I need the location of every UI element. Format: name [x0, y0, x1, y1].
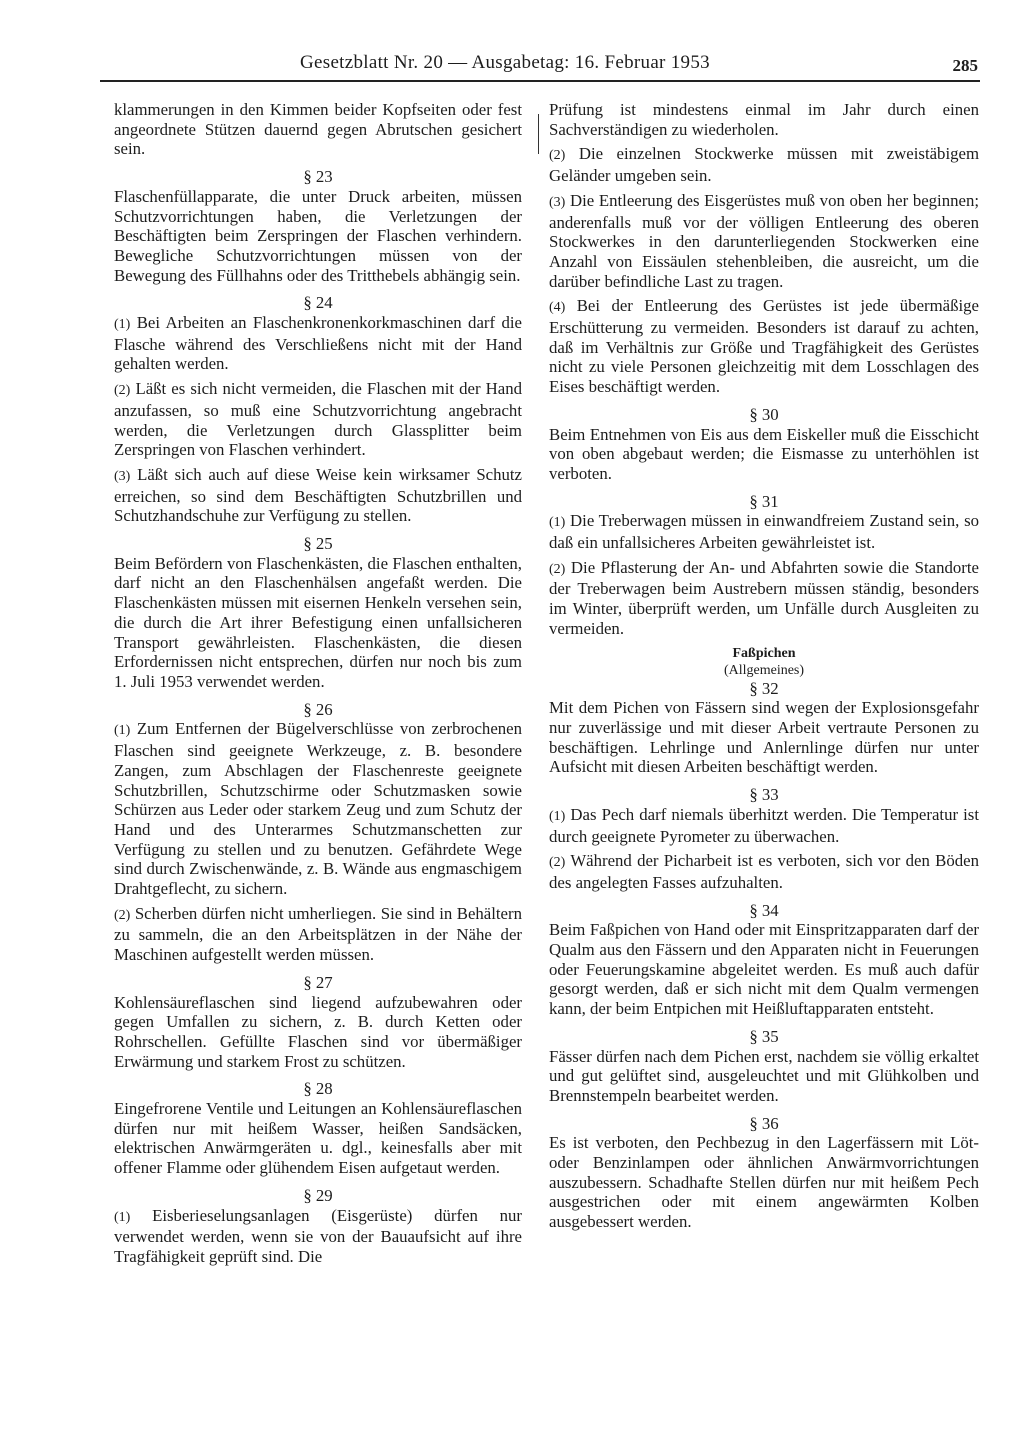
section-29-para-1 [114, 1206, 522, 1267]
page-header [100, 50, 980, 82]
section-28-text: Eingefrorene Ventile und Leitungen an Kohlensäureflaschen dürfen nur mit heißem Wasser, heißen Sandsäcken, elektrischen Anwärmgeräten u. dgl., keinesfalls aber mit offener Flamme oder glühendem Eisen aufgetaut werden. [114, 1099, 522, 1178]
para-number: (3) [549, 194, 566, 210]
para-text: Bei Arbeiten an Flaschenkronenkorkmaschinen darf die Flasche während des Verschließens nicht mit der Hand gehalten werden. [114, 313, 522, 374]
section-heading-32: § 32 [749, 678, 779, 698]
para-number: (2) [549, 855, 566, 871]
section-25-text: Beim Befördern von Flaschenkästen, die Flaschen enthalten, darf nicht an den Flaschenhälsen angefaßt werden. Die Flaschenkästen müssen mit eisernen Henkeln versehen sein, die durch die Art ihrer Befestigung einen unfallsicheren Transport gewährleisten. Flaschenkästen, die diesen Erfordernissen nicht entsprechen, dürfen nur noch bis zum 1. Juli 1953 verwendet werden. [114, 553, 522, 691]
section-34-text: Beim Faßpichen von Hand oder mit Einspritzapparaten darf der Qualm aus den Fässern und den Apparaten nicht in Feuerungen oder Feuerungskamine abgeleitet werden. Es muß auch dafür gesorgt werden, daß er sich nicht mit dem Qualm vermengen kann, der beim Entpichen mit Heißluftapparaten entsteht. [549, 920, 979, 1019]
section-heading-28: § 28 [303, 1079, 333, 1099]
section-heading-26: § 26 [303, 699, 333, 719]
para-number: (1) [114, 317, 131, 333]
para-text: Die Pflasterung der An- und Abfahrten sowie die Standorte der Treberwagen beim Austrebern müssen ständig, besonders im Winter, überprüft werden, um Unfälle durch Ausgleiten zu vermeiden. [549, 557, 979, 638]
para-text: Läßt sich auch auf diese Weise kein wirksamer Schutz erreichen, so sind dem Beschäftigten Schutzbrillen und Schutzhandschuhe zur Verfügung zu stellen. [114, 464, 523, 526]
section-36-text: Es ist verboten, den Pechbezug in den Lagerfässern mit Löt- oder Benzinlampen oder ähnlichen Anwärmvorrichtungen auszubessern. Schadhafte Stellen dürfen nur mit heißem Pech ausgestrichen oder mit einem angewärmten Kolben ausgebessert werden. [549, 1133, 979, 1232]
continued-paragraph: klammerungen in den Kimmen beider Kopfseiten oder fest angeordnete Stützen dauernd gegen Abrutschen gesichert sein. [114, 100, 522, 159]
section-35-text: Fässer dürfen nach dem Pichen erst, nachdem sie völlig erkaltet und gut gelüftet sind, ausgeleuchtet und mit Glühkolben und Brennstempeln bearbeitet werden. [549, 1046, 979, 1105]
section-24-para-3 [114, 465, 522, 526]
para-number: (2) [114, 907, 131, 923]
subsection-subtitle: (Allgemeines) [723, 662, 805, 678]
section-heading-23: § 23 [303, 167, 333, 187]
section-31-para-2 [549, 558, 979, 639]
section-heading-35: § 35 [749, 1026, 779, 1046]
section-24-para-2 [114, 379, 522, 460]
section-26-para-1 [114, 719, 522, 898]
section-29-para-4 [549, 296, 979, 397]
para-text: Die Entleerung des Eisgerüstes muß von oben her beginnen; anderenfalls muß vor der völligen Entleerung des oberen Stockwerkes in den darunterliegenden Stockwerken eine Anzahl von Eissäulen stehenbleiben, die ausreicht, um die darüber befindliche Last zu tragen. [549, 190, 979, 291]
continued-paragraph: Prüfung ist mindestens einmal im Jahr durch einen Sachverständigen zu wiederholen. [549, 100, 979, 139]
para-number: (1) [549, 515, 566, 531]
para-number: (3) [114, 468, 131, 484]
para-number: (2) [549, 561, 566, 577]
section-33-para-2 [549, 851, 979, 892]
section-32-text: Mit dem Pichen von Fässern sind wegen der Explosionsgefahr nur zuverlässige und mit dieser Arbeit vertraute Personen zu beschäftigen. Lehrlinge und Anlernlinge dürfen nur unter Aufsicht mit diesen Arbeiten beschäftigt werden. [549, 698, 979, 777]
section-30-text: Beim Entnehmen von Eis aus dem Eiskeller muß die Eisschicht von oben abgebaut werden; die Eismasse zu unterhöhlen ist verboten. [549, 424, 979, 483]
section-27-text: Kohlensäureflaschen sind liegend aufzubewahren oder gegen Umfallen zu sichern, z. B. durch Ketten oder Rohrschellen. Gefüllte Flaschen sind vor übermäßiger Erwärmung und starkem Frost zu schützen. [114, 992, 522, 1071]
section-heading-36: § 36 [749, 1113, 779, 1133]
section-23-text: Flaschenfüllapparate, die unter Druck arbeiten, müssen Schutzvorrichtungen haben, die Verletzungen der Beschäftigten beim Zerspringen der Flaschen verhindern. Bewegliche Schutzvorrichtungen müssen von der Bewegung des Füllhahns oder des Tritthebels abhängig sein. [114, 186, 522, 285]
section-26-para-2 [114, 904, 522, 965]
page-number: 285 [952, 56, 978, 75]
para-text: Die Treberwagen müssen in einwandfreiem Zustand sein, so daß ein unfallsicheres Arbeiten gewährleistet ist. [549, 511, 979, 553]
subsection-title: Faßpichen [732, 645, 796, 661]
para-number: (2) [549, 148, 566, 164]
section-33-para-1 [549, 805, 979, 846]
para-number: (1) [114, 723, 131, 739]
para-text: Das Pech darf niemals überhitzt werden. Die Temperatur ist durch geeignete Pyrometer zu überwachen. [549, 804, 979, 846]
section-heading-29: § 29 [303, 1185, 333, 1205]
para-text: Läßt es sich nicht vermeiden, die Flaschen mit der Hand anzufassen, so muß eine Schutzvorrichtung angebracht werden, die Verletzungen durch Glassplitter beim Zerspringen von Flaschen verhindert. [114, 379, 522, 460]
para-number: (2) [114, 383, 131, 399]
para-text: Scherben dürfen nicht umherliegen. Sie sind in Behältern zu sammeln, die an den Arbeitsplätzen in der Nähe der Maschinen aufgestellt werden müssen. [114, 903, 522, 965]
section-29-para-2 [549, 144, 979, 185]
para-text: Eisberieselungsanlagen (Eisgerüste) dürfen nur verwendet werden, wenn sie von der Bauaufsicht auf ihre Tragfähigkeit geprüft sind. Die [114, 1205, 522, 1266]
column-divider [538, 114, 539, 154]
section-heading-33: § 33 [749, 785, 779, 805]
section-31-para-1 [549, 511, 979, 552]
para-number: (1) [114, 1209, 131, 1225]
section-heading-34: § 34 [749, 900, 779, 920]
header-title: Gesetzblatt Nr. 20 — Ausgabetag: 16. Februar 1953 [300, 52, 710, 73]
para-number: (4) [549, 300, 566, 316]
para-text: Während der Picharbeit ist es verboten, sich vor den Böden des angelegten Fasses aufzuhalten. [549, 851, 979, 892]
para-number: (1) [549, 808, 566, 824]
right-column [549, 100, 979, 1232]
section-heading-27: § 27 [303, 972, 333, 992]
left-column [114, 100, 522, 1267]
para-text: Zum Entfernen der Bügelverschlüsse von zerbrochenen Flaschen sind geeignete Werkzeuge, z. B. besondere Zangen, zum Abschlagen der Flaschenreste geeignete Schutzbrillen, Schutzschirme oder Schutzmasken sowie Schürzen aus Leder oder starkem Zeug und zum Schutz der Hand und des Unterarmes Schutzmanschetten zur Verfügung zu stellen und zu benutzen. Gefährdete Wege sind durch Zwischenwände, z. B. Wände aus engmaschigem Drahtgeflecht, zu sichern. [114, 719, 522, 899]
section-29-para-3 [549, 191, 979, 292]
section-24-para-1 [114, 313, 522, 374]
section-heading-30: § 30 [749, 404, 779, 424]
para-text: Bei der Entleerung des Gerüstes ist jede übermäßige Erschütterung zu vermeiden. Besonders ist darauf zu achten, daß im Verhältnis zur Größe und Tragfähigkeit des Gerüstes nicht zu viele Personen gleichzeitig mit dem Losschlagen des Eises beschäftigt werden. [549, 296, 979, 397]
para-text: Die einzelnen Stockwerke müssen mit zweistäbigem Geländer umgeben sein. [549, 144, 980, 186]
section-heading-24: § 24 [303, 293, 333, 313]
section-heading-25: § 25 [303, 534, 333, 554]
section-heading-31: § 31 [749, 491, 779, 511]
